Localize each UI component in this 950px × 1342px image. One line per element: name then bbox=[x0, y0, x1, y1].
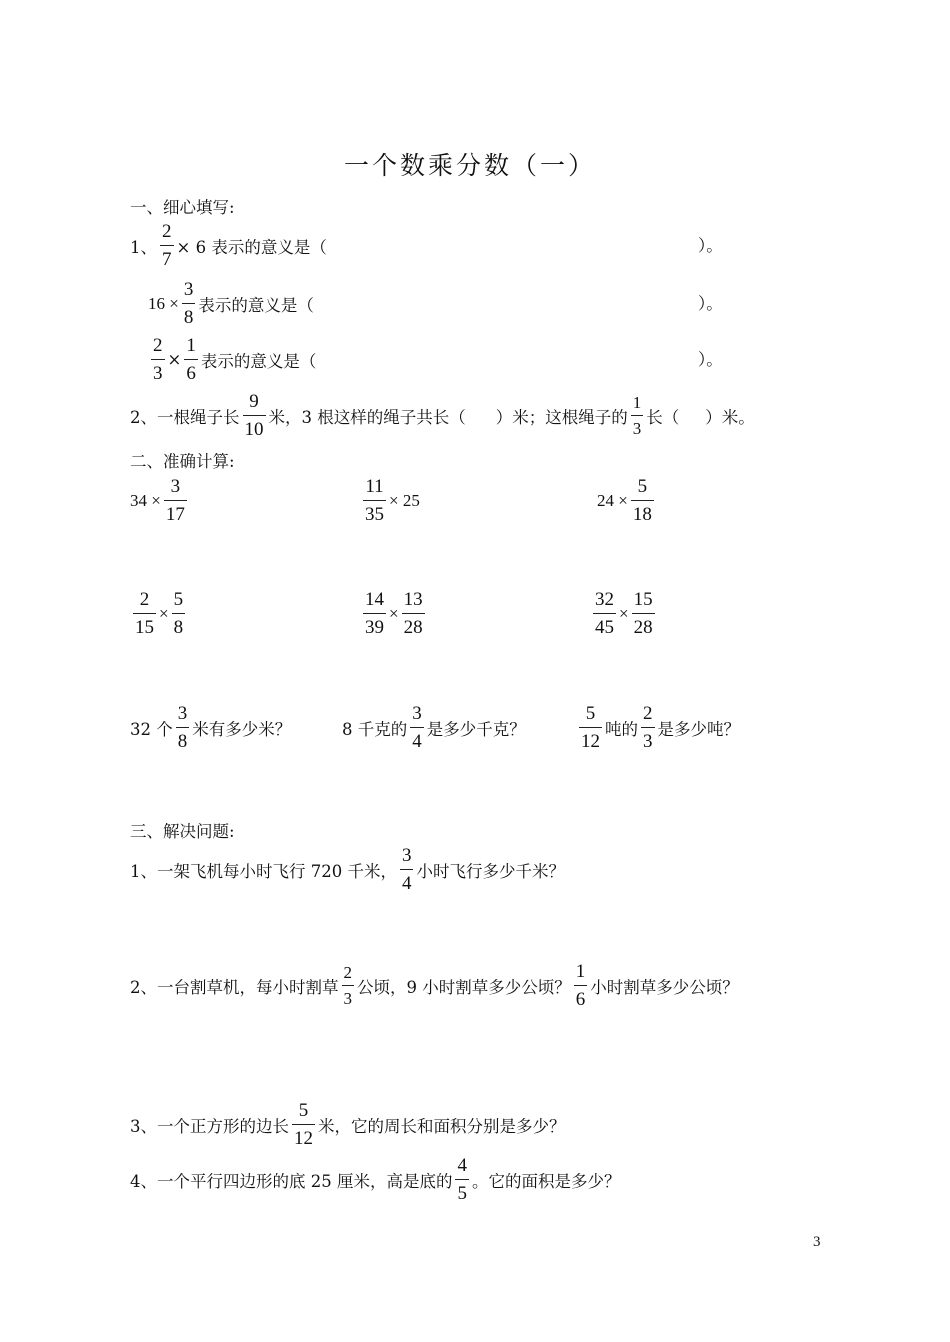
numerator: 3 bbox=[401, 845, 412, 866]
numerator: 2 bbox=[643, 703, 653, 724]
question-1c bbox=[148, 336, 316, 383]
denominator: 28 bbox=[632, 613, 655, 637]
problem-after: 米，它的周长和面积分别是多少？ bbox=[318, 1116, 566, 1136]
fraction bbox=[579, 704, 602, 751]
numerator: 2 bbox=[139, 589, 150, 610]
word-calc-item bbox=[130, 704, 291, 751]
denominator: 5 bbox=[455, 1179, 469, 1203]
denominator: 12 bbox=[292, 1124, 315, 1148]
problem-middle: 公顷，9 小时割草多少公顷？ bbox=[357, 977, 571, 997]
calc-item bbox=[597, 477, 657, 524]
q2-end2: ）米。 bbox=[705, 407, 755, 427]
fraction bbox=[455, 1156, 469, 1203]
times-sign: × bbox=[159, 603, 169, 623]
question-1b bbox=[148, 280, 314, 327]
word-calc-item bbox=[342, 704, 526, 751]
fraction bbox=[151, 336, 165, 383]
q2-middle: 米，3 根这样的绳子共长（ bbox=[268, 407, 466, 427]
q1c-text: 表示的意义是（ bbox=[200, 351, 317, 371]
word-calc-after: 米有多少米？ bbox=[192, 719, 292, 739]
question-2 bbox=[130, 392, 755, 439]
denominator: 6 bbox=[184, 359, 198, 383]
problem-4 bbox=[130, 1156, 620, 1203]
numerator: 11 bbox=[365, 476, 384, 497]
fraction bbox=[160, 222, 174, 269]
q1c-close: ）。 bbox=[698, 350, 723, 369]
problem-2 bbox=[130, 962, 739, 1009]
numerator: 4 bbox=[457, 1155, 467, 1176]
fraction bbox=[641, 704, 655, 751]
fraction bbox=[574, 962, 588, 1009]
denominator: 3 bbox=[641, 727, 655, 751]
q1b-close: ）。 bbox=[698, 294, 723, 313]
fraction bbox=[176, 704, 190, 751]
q1b-before: 16 × bbox=[148, 293, 179, 313]
fraction bbox=[172, 590, 186, 637]
page-title: 一个数乘分数（一） bbox=[344, 151, 597, 180]
word-calc-after: 是多少千克？ bbox=[426, 719, 526, 739]
word-calc-mid: 吨的 bbox=[605, 719, 638, 739]
problem-before: 1、一架飞机每小时飞行 720 千米， bbox=[130, 861, 397, 881]
fraction bbox=[184, 336, 198, 383]
denominator: 18 bbox=[631, 500, 654, 524]
q1-prefix: 1、 bbox=[130, 237, 157, 257]
numerator: 5 bbox=[585, 703, 596, 724]
section1-heading: 一、细心填写: bbox=[130, 198, 235, 217]
numerator: 9 bbox=[249, 391, 259, 412]
q2-end: 长（ bbox=[646, 407, 680, 427]
section2-heading: 二、准确计算: bbox=[130, 452, 235, 471]
calc-item bbox=[360, 477, 420, 524]
fraction bbox=[133, 590, 156, 637]
problem-1 bbox=[130, 846, 565, 893]
numerator: 14 bbox=[365, 589, 384, 610]
calc-left: 34 × bbox=[130, 490, 161, 510]
numerator: 1 bbox=[575, 961, 586, 982]
problem-before: 3、一个正方形的边长 bbox=[130, 1116, 289, 1136]
denominator: 15 bbox=[133, 613, 156, 637]
denominator: 35 bbox=[363, 500, 386, 524]
denominator: 10 bbox=[243, 415, 266, 439]
fraction bbox=[631, 477, 654, 524]
calc-item bbox=[130, 590, 188, 637]
denominator: 3 bbox=[151, 359, 165, 383]
calc-right: × 25 bbox=[389, 490, 420, 510]
times-sign: × bbox=[619, 603, 629, 623]
calc-left: 24 × bbox=[597, 490, 628, 510]
q2-prefix: 2、一根绳子长 bbox=[130, 407, 240, 427]
numerator: 2 bbox=[162, 221, 172, 242]
denominator: 8 bbox=[176, 727, 190, 751]
numerator: 32 bbox=[595, 589, 614, 610]
numerator: 13 bbox=[403, 589, 423, 610]
section3-heading: 三、解决问题: bbox=[130, 822, 235, 841]
fraction bbox=[342, 964, 355, 1007]
calc-item bbox=[360, 590, 428, 637]
numerator: 5 bbox=[637, 476, 648, 497]
denominator: 6 bbox=[574, 985, 588, 1009]
numerator: 15 bbox=[633, 589, 653, 610]
calc-item bbox=[590, 590, 658, 637]
q1a-close: ）。 bbox=[698, 236, 723, 255]
numerator: 1 bbox=[632, 393, 642, 412]
fraction bbox=[400, 846, 414, 893]
numerator: 2 bbox=[343, 963, 352, 982]
denominator: 8 bbox=[182, 303, 196, 327]
denominator: 17 bbox=[164, 500, 187, 524]
fraction bbox=[164, 477, 187, 524]
problem-after: 小时割草多少公顷？ bbox=[590, 977, 739, 997]
problem-before: 4、一个平行四边形的底 25 厘米，高是底的 bbox=[130, 1171, 453, 1191]
fraction bbox=[632, 590, 655, 637]
denominator: 8 bbox=[172, 613, 186, 637]
denominator: 45 bbox=[593, 613, 616, 637]
denominator: 3 bbox=[342, 985, 355, 1007]
denominator: 3 bbox=[631, 415, 644, 437]
fraction bbox=[593, 590, 616, 637]
fraction bbox=[363, 590, 386, 637]
problem-after: 小时飞行多少千米？ bbox=[416, 861, 565, 881]
fraction bbox=[410, 704, 424, 751]
page-number: 3 bbox=[813, 1234, 821, 1250]
denominator: 28 bbox=[402, 613, 425, 637]
problem-before: 2、一台割草机，每小时割草 bbox=[130, 977, 339, 997]
word-calc-item bbox=[576, 704, 740, 751]
numerator: 3 bbox=[177, 703, 188, 724]
word-calc-before: 8 千克的 bbox=[342, 719, 408, 739]
word-calc-after: 是多少吨？ bbox=[657, 719, 740, 739]
numerator: 5 bbox=[298, 1100, 309, 1121]
numerator: 3 bbox=[170, 476, 181, 497]
times-sign: × bbox=[389, 603, 399, 623]
fraction bbox=[292, 1101, 315, 1148]
fraction bbox=[402, 590, 425, 637]
numerator: 3 bbox=[183, 279, 194, 300]
denominator: 12 bbox=[579, 727, 602, 751]
q1b-text: 表示的意义是（ bbox=[198, 295, 314, 315]
word-calc-before: 32 个 bbox=[130, 719, 173, 739]
problem-3 bbox=[130, 1101, 566, 1148]
problem-after: 。它的面积是多少？ bbox=[471, 1171, 621, 1191]
fraction bbox=[363, 477, 386, 524]
denominator: 4 bbox=[400, 869, 414, 893]
denominator: 7 bbox=[160, 245, 174, 269]
fraction bbox=[631, 394, 644, 437]
numerator: 2 bbox=[153, 335, 163, 356]
q2-middle2: ）米；这根绳子的 bbox=[495, 407, 628, 427]
times-sign: × bbox=[167, 350, 182, 369]
denominator: 39 bbox=[363, 613, 386, 637]
question-1a bbox=[130, 222, 327, 269]
numerator: 1 bbox=[186, 335, 196, 356]
denominator: 4 bbox=[410, 727, 424, 751]
fraction bbox=[182, 280, 196, 327]
numerator: 3 bbox=[412, 703, 422, 724]
numerator: 5 bbox=[173, 589, 184, 610]
fraction bbox=[243, 392, 266, 439]
calc-item bbox=[130, 477, 190, 524]
q1a-text: × 6 表示的意义是（ bbox=[176, 237, 327, 257]
